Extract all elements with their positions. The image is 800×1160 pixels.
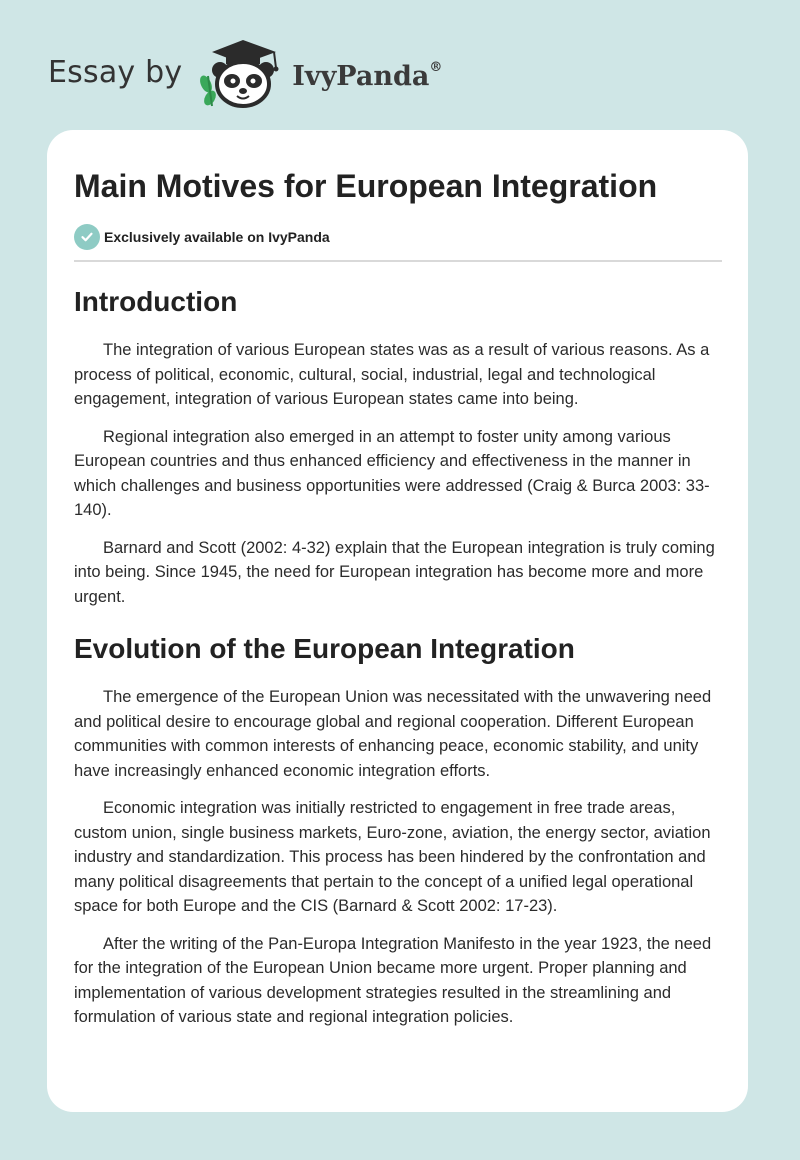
paragraph: After the writing of the Pan-Europa Integration Manifesto in the year 1923, the need for the integration of the European Union became more urgent. Proper planning and implementation of various development strategies resulted in the streamlining and formulation of various state and regional integration policies. bbox=[74, 934, 712, 1026]
panda-graduate-icon[interactable] bbox=[196, 34, 290, 110]
registered-mark: ® bbox=[429, 59, 443, 75]
brand-text: IvyPanda bbox=[292, 60, 430, 92]
badge-text: Exclusively available on IvyPanda bbox=[104, 229, 330, 245]
divider bbox=[74, 260, 722, 262]
paragraph: The emergence of the European Union was necessitated with the unwavering need and political desire to encourage global and regional cooperation. Different European communities with common interests of enhancing peace, economic stability, and unity have increasingly enhanced economic integration efforts. bbox=[74, 688, 712, 780]
paragraph: The integration of various European states was as a result of various reasons. As a process of political, economic, cultural, social, industrial, legal and technological engagement, integration of various European states came into being. bbox=[74, 341, 710, 408]
paragraph: Barnard and Scott (2002: 4-32) explain that the European integration is truly coming into being. Since 1945, the need for European integration has become more and more urgent. bbox=[74, 538, 715, 606]
paragraph: Regional integration also emerged in an attempt to foster unity among various European countries and thus enhanced efficiency and effectiveness in the manner in which challenges and business opportunities were addressed (Craig & Burca 2003: 33-140). bbox=[74, 427, 710, 519]
article-card bbox=[47, 130, 748, 1112]
check-icon bbox=[74, 224, 100, 250]
exclusive-badge bbox=[74, 224, 722, 250]
section-heading-evolution: Evolution of the European Integration bbox=[74, 633, 575, 664]
site-header bbox=[48, 34, 442, 110]
brand-name[interactable] bbox=[292, 61, 442, 92]
paragraph: Economic integration was initially restricted to engagement in free trade areas, custom union, single business markets, Euro-zone, aviation, the energy sector, aviation industry and standardization. This process has been hindered by the confrontation and many political disagreements that pertain to the concept of a unified legal operational space for both Europe and the CIS (Barnard & Scott 2002: 17-23). bbox=[74, 799, 711, 915]
article-title: Main Motives for European Integration bbox=[74, 168, 658, 204]
section-heading-introduction: Introduction bbox=[74, 286, 238, 317]
essay-by-label: Essay by bbox=[48, 54, 183, 90]
